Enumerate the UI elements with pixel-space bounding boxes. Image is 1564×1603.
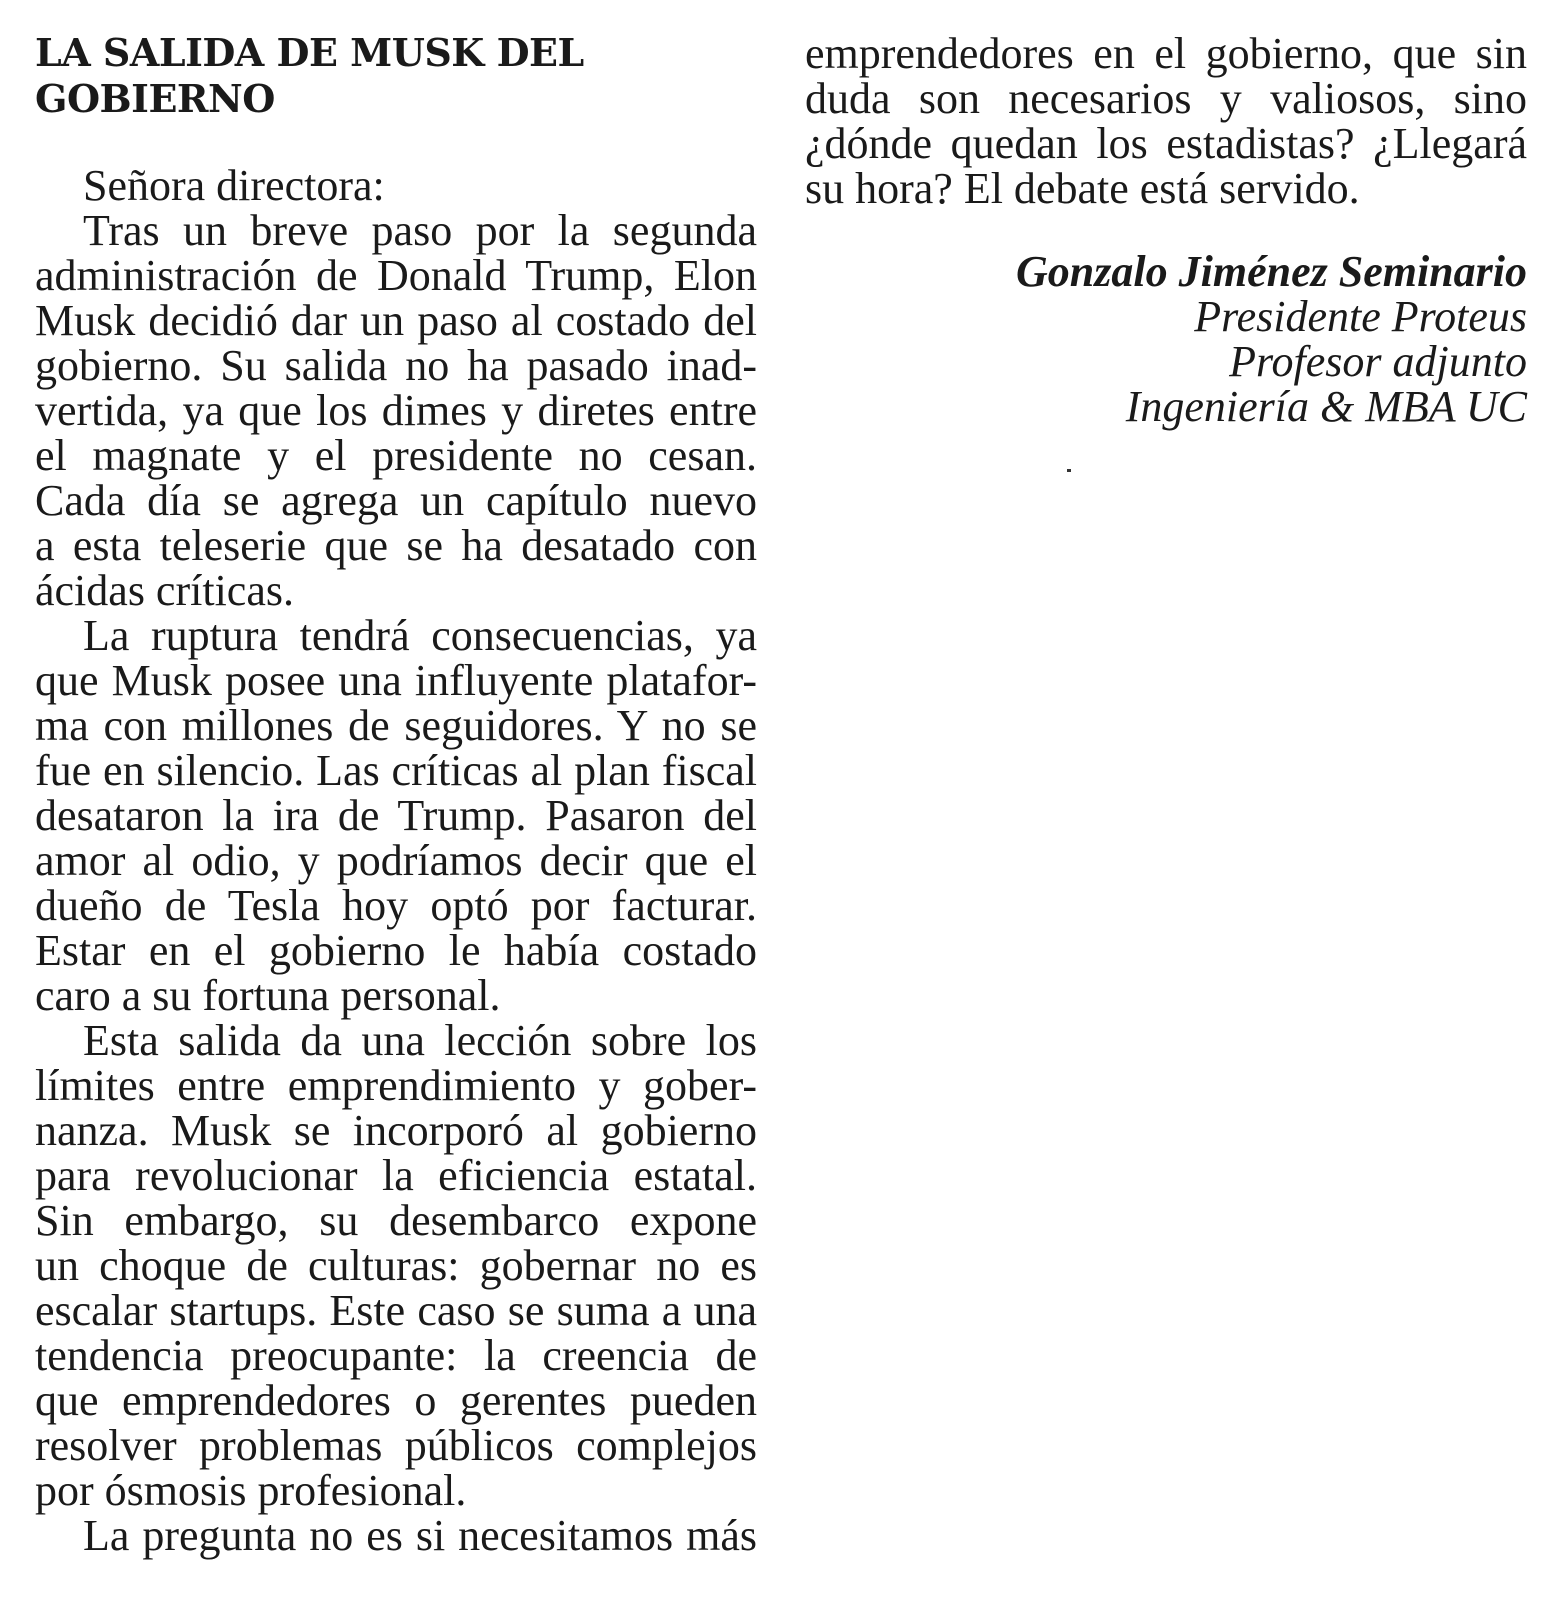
salutation: Señora directora: bbox=[83, 161, 385, 210]
body-line: dueño de Tesla hoy optó por facturar. bbox=[35, 881, 757, 930]
body-line: emprendedores en el gobierno, que sin bbox=[805, 29, 1527, 78]
signature-title: Ingeniería & MBA UC bbox=[1125, 382, 1527, 431]
body-line: límites entre emprendimiento y gober- bbox=[35, 1061, 757, 1110]
body-line: nanza. Musk se incorporó al gobierno bbox=[35, 1106, 757, 1155]
body-line: que emprendedores o gerentes pueden bbox=[35, 1376, 757, 1425]
body-line: vertida, ya que los dimes y diretes entre bbox=[35, 386, 757, 435]
body-line: amor al odio, y podríamos decir que el bbox=[35, 836, 757, 885]
body-line: administración de Donald Trump, Elon bbox=[35, 251, 757, 300]
body-line: desataron la ira de Trump. Pasaron del bbox=[35, 791, 757, 840]
body-line: fue en silencio. Las críticas al plan fiscal bbox=[35, 746, 757, 795]
body-line: tendencia preocupante: la creencia de bbox=[35, 1331, 757, 1380]
signature-title: Profesor adjunto bbox=[1229, 337, 1527, 386]
body-line: para revolucionar la eficiencia estatal. bbox=[35, 1151, 757, 1200]
body-line: gobierno. Su salida no ha pasado inad- bbox=[35, 341, 757, 390]
body-line: a esta teleserie que se ha desatado con bbox=[35, 521, 757, 570]
body-line: resolver problemas públicos complejos bbox=[35, 1421, 757, 1470]
body-line: el magnate y el presidente no cesan. bbox=[35, 431, 757, 480]
body-line: ma con millones de seguidores. Y no se bbox=[35, 701, 757, 750]
body-line: ¿dónde quedan los estadistas? ¿Llegará bbox=[805, 119, 1527, 168]
body-line: escalar startups. Este caso se suma a una bbox=[35, 1286, 757, 1335]
print-speck bbox=[1067, 469, 1071, 472]
body-line: por ósmosis profesional. bbox=[35, 1466, 467, 1515]
body-line: Tras un breve paso por la segunda bbox=[83, 206, 757, 255]
body-line: Musk decidió dar un paso al costado del bbox=[35, 296, 757, 345]
body-line: Cada día se agrega un capítulo nuevo bbox=[35, 476, 757, 525]
body-line: Sin embargo, su desembarco expone bbox=[35, 1196, 757, 1245]
signature-title: Presidente Proteus bbox=[1194, 292, 1527, 341]
body-line: La ruptura tendrá consecuencias, ya bbox=[83, 611, 757, 660]
body-line: que Musk posee una influyente platafor- bbox=[35, 656, 757, 705]
body-line: un choque de culturas: gobernar no es bbox=[35, 1241, 757, 1290]
letter-body-left bbox=[35, 163, 757, 1558]
body-line: su hora? El debate está servido. bbox=[805, 164, 1360, 213]
body-line: caro a su fortuna personal. bbox=[35, 971, 501, 1020]
signature-name: Gonzalo Jiménez Seminario bbox=[1016, 247, 1527, 296]
body-line: La pregunta no es si necesitamos más bbox=[83, 1511, 757, 1560]
letter-body-right bbox=[805, 31, 1527, 211]
headline bbox=[35, 30, 584, 122]
body-line: Estar en el gobierno le había costado bbox=[35, 926, 757, 975]
body-line: Esta salida da una lección sobre los bbox=[83, 1016, 757, 1065]
headline-line-2: GOBIERNO bbox=[35, 76, 275, 121]
body-line: duda son necesarios y valiosos, sino bbox=[805, 74, 1527, 123]
body-line: ácidas críticas. bbox=[35, 566, 294, 615]
signature-block bbox=[1016, 249, 1527, 429]
headline-line-1: LA SALIDA DE MUSK DEL bbox=[35, 30, 584, 75]
